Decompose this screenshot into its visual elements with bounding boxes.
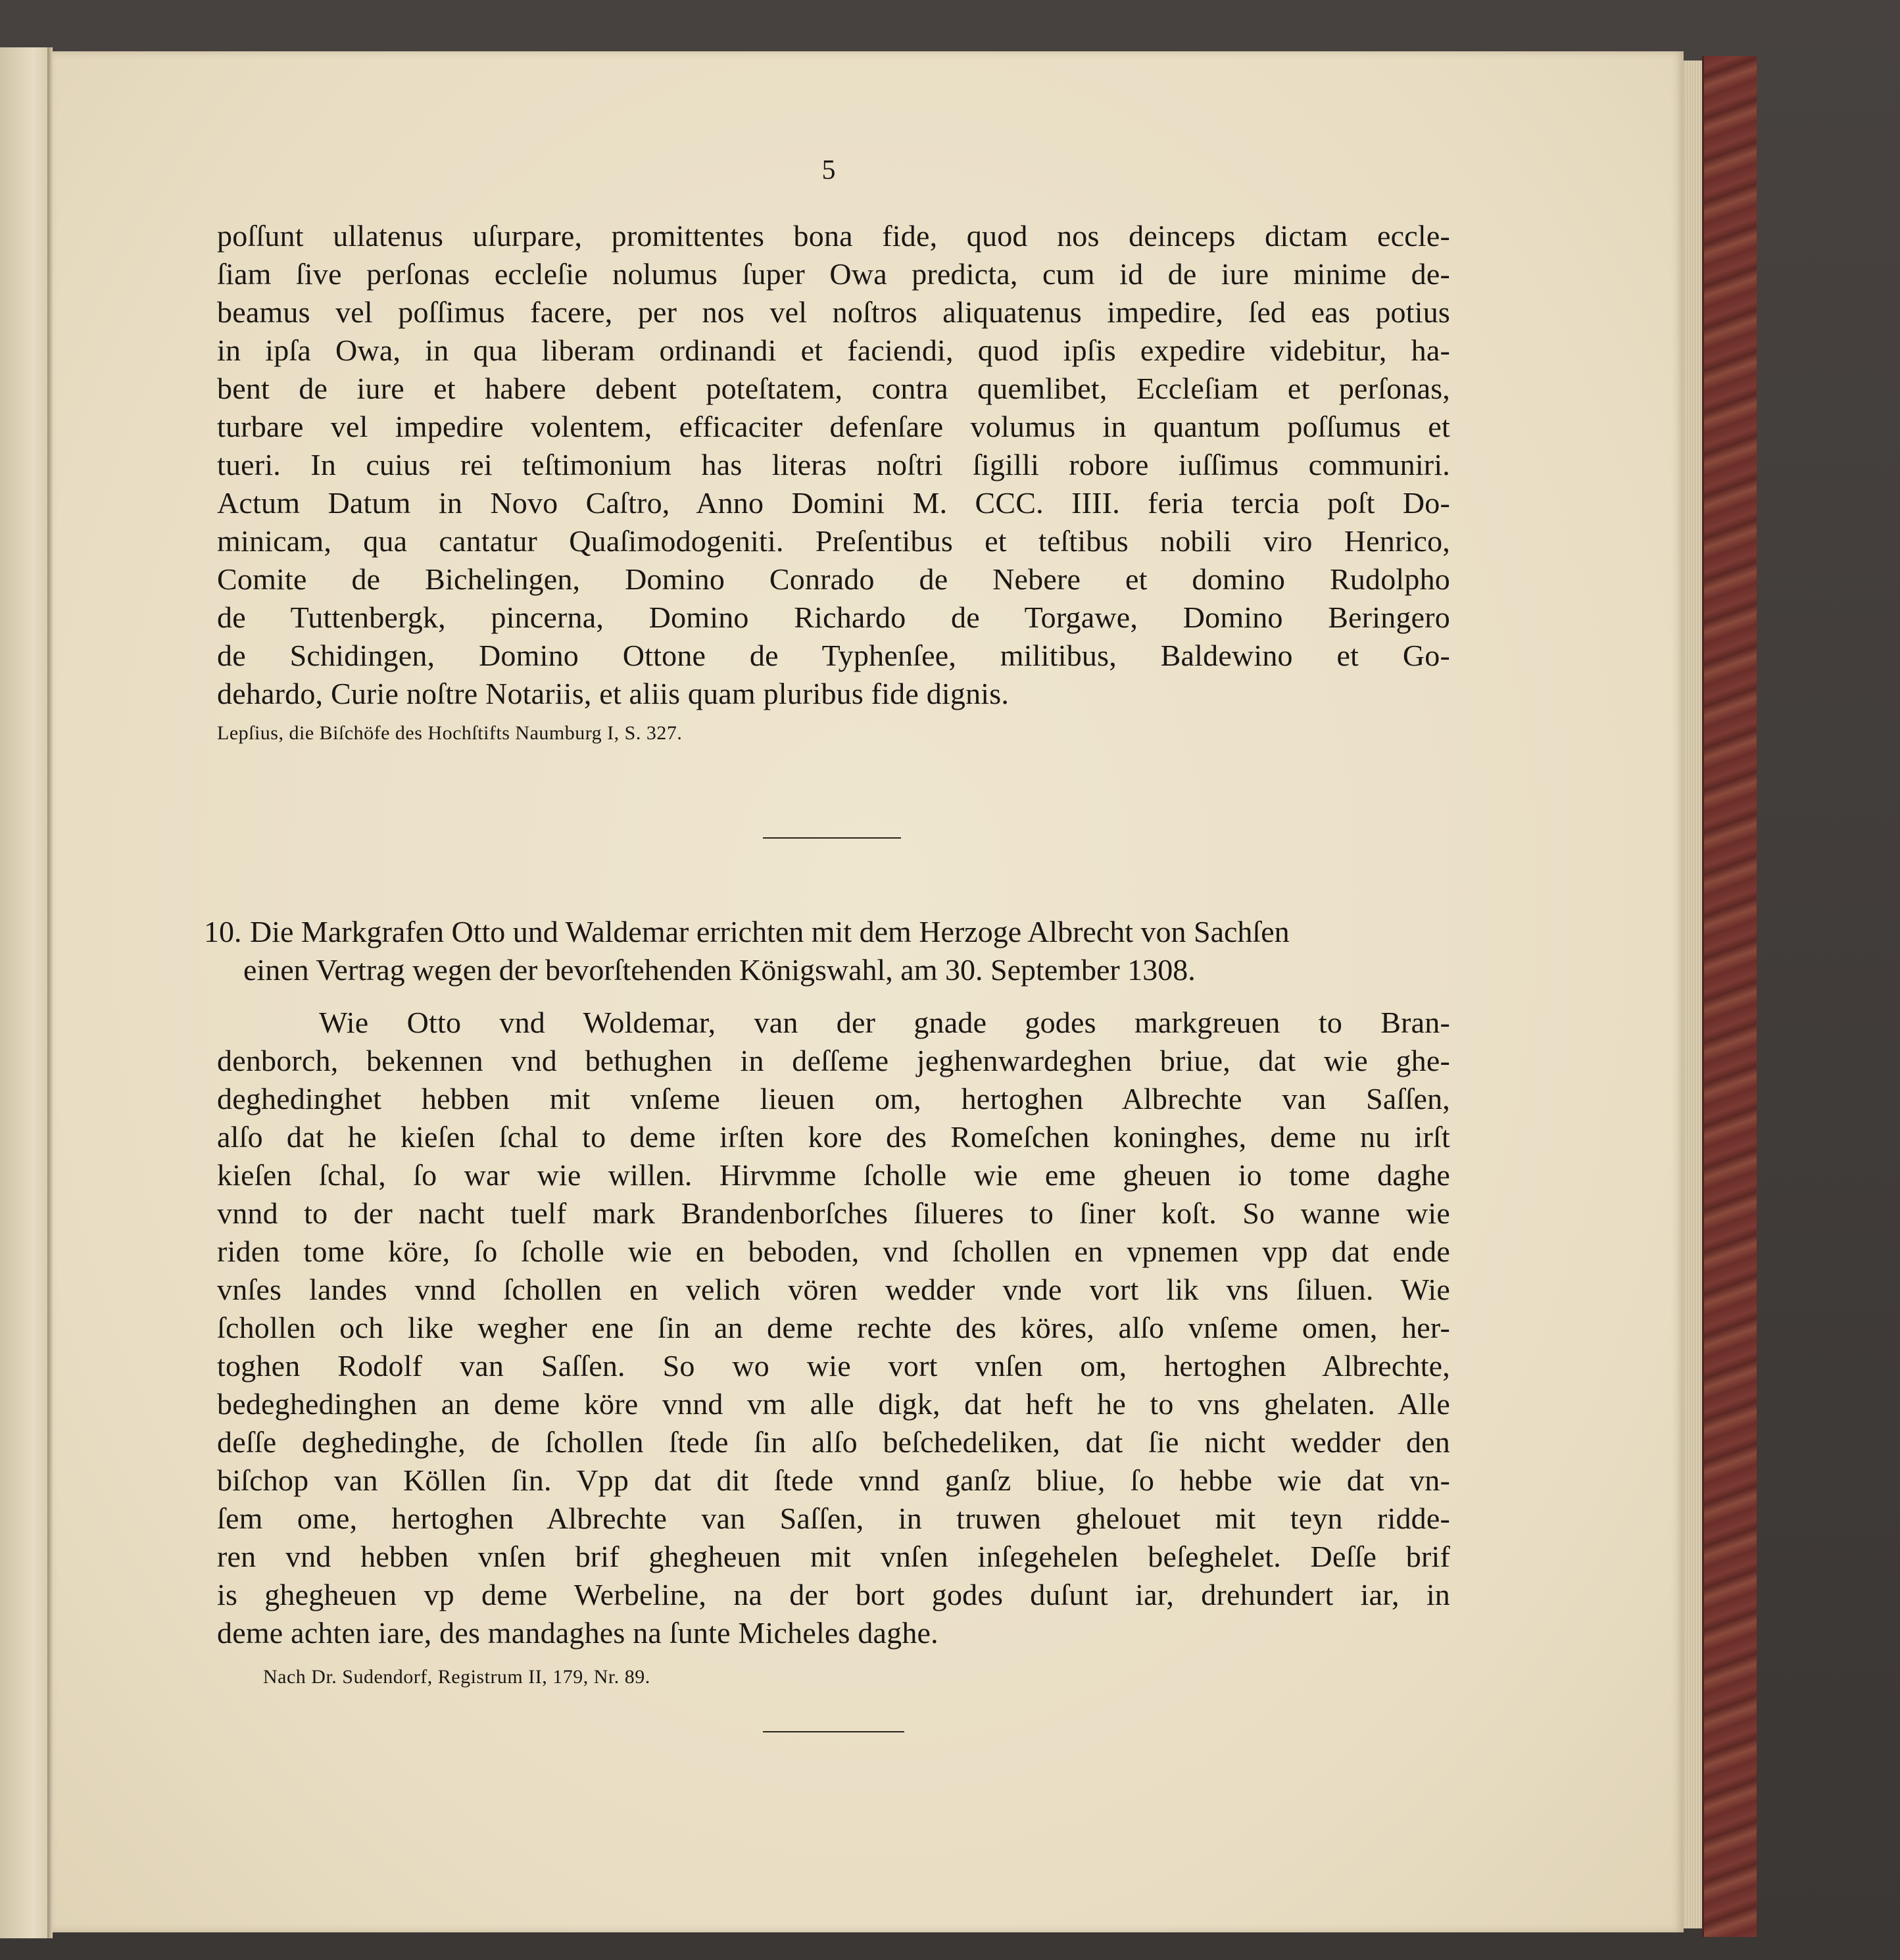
- treaty-line: deſſe deghedinghe, de ſchollen ſtede ſin alſo beſchedeliken, dat ſie nicht wedder den: [217, 1425, 1450, 1459]
- section-heading-line-1: [204, 913, 1450, 951]
- treaty-line: Wie Otto vnd Woldemar, van der gnade godes markgreuen to Bran-: [319, 1006, 1450, 1039]
- page-stack-edges: [1684, 61, 1702, 1928]
- end-divider: [763, 1731, 904, 1732]
- treaty-line: alſo dat he kieſen ſchal to deme irſten kore des Romeſchen koninghes, deme nu irſt: [217, 1120, 1450, 1154]
- treaty-line: denborch, bekennen vnd bethughen in deſſeme jeghenwardeghen briue, dat wie ghe-: [217, 1044, 1450, 1077]
- treaty-line: bedeghedinghen an deme köre vnnd vm alle digk, dat heft he to vns ghelaten. Alle: [217, 1387, 1450, 1421]
- charter-line: turbare vel impedire volentem, efficaciter defenſare volumus in quantum poſſumus et: [217, 410, 1450, 443]
- treaty-line: deghedinghet hebben mit vnſeme lieuen om, hertoghen Albrechte van Saſſen,: [217, 1082, 1450, 1115]
- treaty-line: ren vnd hebben vnſen brif ghegheuen mit vnſen inſegehelen beſeghelet. Deſſe brif: [217, 1540, 1450, 1573]
- treaty-line: ſem ome, hertoghen Albrechte van Saſſen, in truwen ghelouet mit teyn ridde-: [217, 1502, 1450, 1535]
- treaty-line: kieſen ſchal, ſo war wie willen. Hirvmme ſcholle wie eme gheuen io tome daghe: [217, 1158, 1450, 1192]
- treaty-line: riden tome köre, ſo ſcholle wie en beboden, vnd ſchollen en vpnemen vpp dat ende: [217, 1235, 1450, 1268]
- charter-line: tueri. In cuius rei teſtimonium has literas noſtri ſigilli robore iuſſimus communiri.: [217, 448, 1450, 481]
- treaty-source-note: Nach Dr. Sudendorf, Registrum II, 179, Nr. 89.: [263, 1666, 650, 1688]
- charter-line: bent de iure et habere debent poteſtatem, contra quemlibet, Eccleſiam et perſonas,: [217, 372, 1450, 405]
- section-heading-line-2: einen Vertrag wegen der bevorſtehenden Königswahl, am 30. September 1308.: [243, 953, 1196, 987]
- left-page-edge: [0, 47, 49, 1938]
- treaty-line: deme achten iare, des mandaghes na ſunte Micheles daghe.: [217, 1616, 938, 1650]
- charter-text: [217, 217, 1450, 717]
- charter-line: in ipſa Owa, in qua liberam ordinandi et faciendi, quod ipſis expedire videbitur, ha-: [217, 333, 1450, 367]
- treaty-line: toghen Rodolf van Saſſen. So wo wie vort vnſen om, hertoghen Albrechte,: [217, 1349, 1450, 1383]
- treaty-line: vnſes landes vnnd ſchollen en velich vören wedder vnde vort lik vns ſiluen. Wie: [217, 1273, 1450, 1306]
- charter-line: Comite de Bichelingen, Domino Conrado de Nebere et domino Rudolpho: [217, 562, 1450, 596]
- treaty-line: biſchop van Köllen ſin. Vpp dat dit ſtede vnnd ganſz bliue, ſo hebbe wie dat vn-: [217, 1463, 1450, 1497]
- charter-line: dehardo, Curie noſtre Notariis, et aliis quam pluribus fide dignis.: [217, 677, 1010, 710]
- treaty-text: [217, 1004, 1450, 1661]
- book-gutter: [47, 47, 53, 1938]
- treaty-line: is ghegheuen vp deme Werbeline, na der bort godes duſunt iar, drehundert iar, in: [217, 1578, 1450, 1611]
- treaty-line: ſchollen och like wegher ene ſin an deme rechte des köres, alſo vnſeme omen, her-: [217, 1311, 1450, 1344]
- charter-line: beamus vel poſſimus facere, per nos vel noſtros aliquatenus impedire, ſed eas potius: [217, 295, 1450, 329]
- charter-line: poſſunt ullatenus uſurpare, promittentes bona fide, quod nos deinceps dictam eccle-: [217, 219, 1450, 253]
- charter-line: Actum Datum in Novo Caſtro, Anno Domini M. CCC. IIII. feria tercia poſt Do-: [217, 486, 1450, 520]
- section-number: 10.: [204, 915, 242, 948]
- page-number: 5: [821, 155, 836, 185]
- charter-line: de Tuttenbergk, pincerna, Domino Richardo de Torgawe, Domino Beringero: [217, 600, 1450, 634]
- charter-line: ſiam ſive perſonas eccleſie nolumus ſuper Owa predicta, cum id de iure minime de-: [217, 257, 1450, 291]
- charter-line: minicam, qua cantatur Quaſimodogeniti. Preſentibus et teſtibus nobili viro Henrico,: [217, 524, 1450, 558]
- treaty-line: vnnd to der nacht tuelf mark Brandenborſches ſilueres to ſiner koſt. So wanne wie: [217, 1196, 1450, 1230]
- section-heading-text-1: Die Markgrafen Otto und Waldemar errichten mit dem Herzoge Albrecht von Sachſen: [250, 915, 1290, 948]
- marbled-cover: [1702, 56, 1757, 1937]
- charter-source-note: Lepſius, die Biſchöfe des Hochſtifts Naumburg I, S. 327.: [217, 722, 683, 744]
- charter-line: de Schidingen, Domino Ottone de Typhenſee, militibus, Baldewino et Go-: [217, 639, 1450, 672]
- section-divider: [763, 837, 901, 839]
